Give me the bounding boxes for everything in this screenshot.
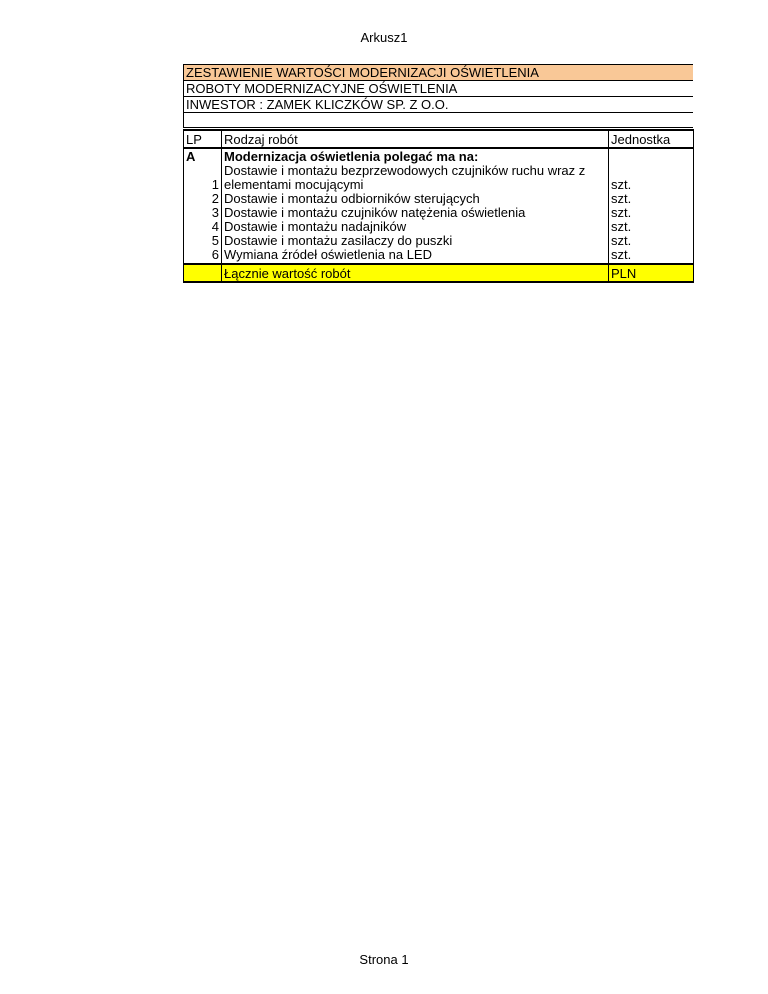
section-row (184, 148, 694, 164)
row-lp: 3 (184, 206, 222, 220)
section-lp: A (184, 148, 222, 164)
row-description: Wymiana źródeł oświetlenia na LED (222, 248, 609, 264)
row-description: Dostawie i montażu czujników natężenia oświetlenia (222, 206, 609, 220)
row-unit: szt. (609, 248, 694, 264)
total-unit: PLN (609, 264, 694, 282)
row-description-line: Dostawie i montażu bezprzewodowych czujników ruchu wraz z (224, 163, 586, 178)
table-row (184, 192, 694, 206)
row-unit: szt. (609, 220, 694, 234)
header-unit: Jednostka (609, 130, 694, 148)
spreadsheet-sheet (183, 64, 693, 283)
row-lp: 2 (184, 192, 222, 206)
page-footer: Strona 1 (359, 952, 409, 967)
document-title: ZESTAWIENIE WARTOŚCI MODERNIZACJI OŚWIETLENIA (184, 65, 693, 80)
header-description: Rodzaj robót (222, 130, 609, 148)
row-unit: szt. (609, 164, 694, 192)
row-unit: szt. (609, 206, 694, 220)
empty-row (183, 113, 693, 128)
page-header: Arkusz1 (360, 30, 408, 45)
works-table (183, 129, 694, 283)
total-lp (184, 264, 222, 282)
row-unit: szt. (609, 234, 694, 248)
row-lp: 1 (184, 164, 222, 192)
title-block (183, 64, 693, 113)
row-description: Dostawie i montażu odbiorników sterujących (222, 192, 609, 206)
row-description: Dostawie i montażu nadajników (222, 220, 609, 234)
table-row (184, 248, 694, 264)
header-lp: LP (184, 130, 222, 148)
table-row (184, 220, 694, 234)
works-subtitle: ROBOTY MODERNIZACYJNE OŚWIETLENIA (184, 80, 693, 96)
table-row (184, 206, 694, 220)
table-row (184, 234, 694, 248)
row-lp: 6 (184, 248, 222, 264)
row-unit: szt. (609, 192, 694, 206)
row-lp: 5 (184, 234, 222, 248)
row-description (222, 164, 609, 192)
table-header-row (184, 130, 694, 148)
row-description: Dostawie i montażu zasilaczy do puszki (222, 234, 609, 248)
table-row (184, 164, 694, 192)
row-lp: 4 (184, 220, 222, 234)
section-unit (609, 148, 694, 164)
total-row (184, 264, 694, 282)
total-label: Łącznie wartość robót (222, 264, 609, 282)
investor-line: INWESTOR : ZAMEK KLICZKÓW SP. Z O.O. (184, 96, 693, 112)
row-description-line: elementami mocującymi (224, 177, 364, 192)
section-description: Modernizacja oświetlenia polegać ma na: (222, 148, 609, 164)
